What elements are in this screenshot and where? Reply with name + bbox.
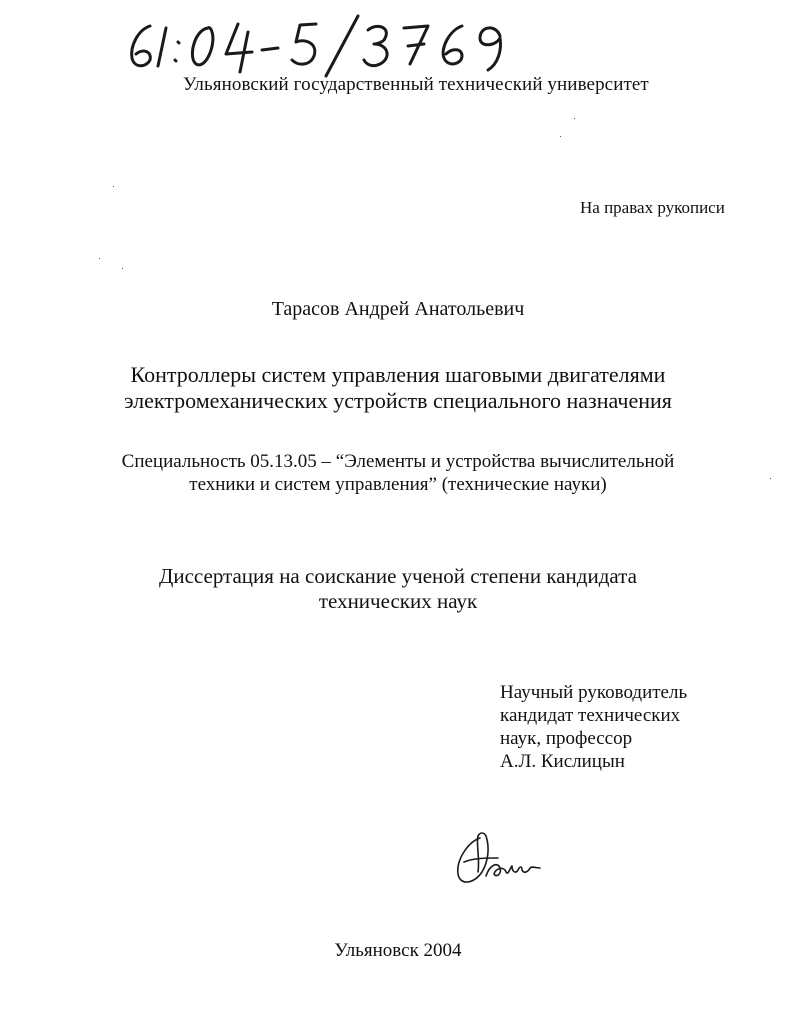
specialty-line-1: Специальность 05.13.05 – “Элементы и устройства вычислительной <box>121 451 675 472</box>
dissertation-title <box>0 362 796 414</box>
scan-speck <box>122 268 123 269</box>
archive-number-handwritten <box>122 14 522 78</box>
dissertation-line-2: технических наук <box>318 589 478 613</box>
author-name: Тарасов Андрей Анатольевич <box>271 298 525 320</box>
scan-speck <box>770 478 771 479</box>
specialty <box>0 450 796 496</box>
supervisor-line-1: Научный руководитель <box>500 682 688 703</box>
university-name: Ульяновский государственный технический университет <box>183 74 649 95</box>
specialty-line-2: техники и систем управления” (технические науки) <box>189 474 607 495</box>
title-line-2: электромеханических устройств специального назначения <box>124 388 672 413</box>
scan-speck <box>560 136 561 137</box>
supervisor-block <box>500 681 687 773</box>
dissertation-line-1: Диссертация на соискание ученой степени кандидата <box>159 564 637 588</box>
supervisor-line-3: наук, профессор <box>500 728 633 749</box>
dissertation-degree <box>0 564 796 614</box>
supervisor-line-4: А.Л. Кислицын <box>500 751 625 772</box>
rights-note: На правах рукописи <box>580 198 725 217</box>
city-year: Ульяновск 2004 <box>334 940 462 961</box>
supervisor-line-2: кандидат технических <box>500 705 681 726</box>
signature <box>450 828 550 890</box>
scan-speck <box>113 186 114 187</box>
scan-speck <box>574 118 575 119</box>
title-line-1: Контроллеры систем управления шаговыми двигателями <box>130 362 666 387</box>
scan-speck <box>99 258 100 259</box>
